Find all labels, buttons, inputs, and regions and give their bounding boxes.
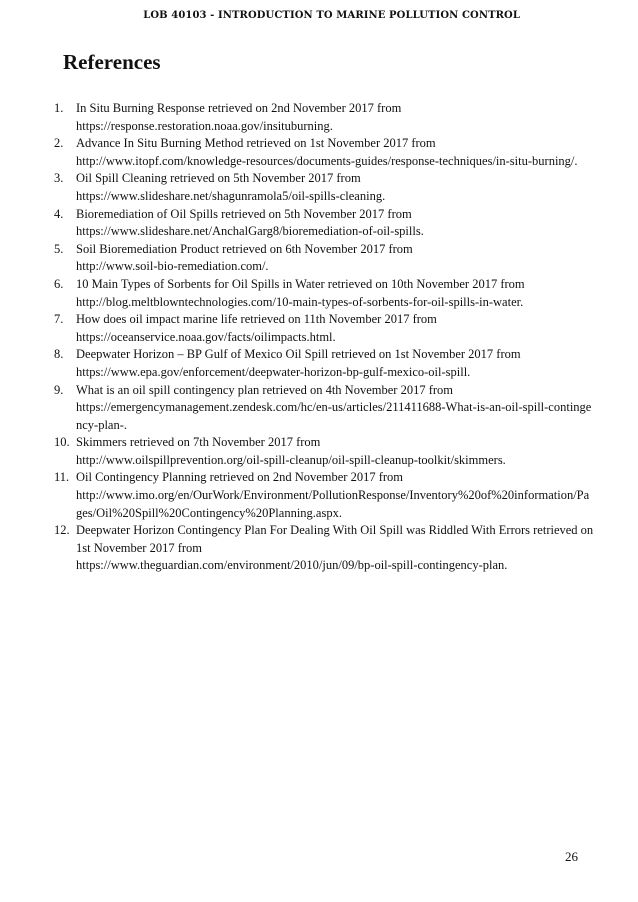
reference-number: 3. (54, 171, 64, 186)
reference-number: 1. (54, 101, 64, 115)
reference-text: Deepwater Horizon – BP Gulf of Mexico Oil Spill retrieved on 1st November 2017 from (76, 347, 521, 362)
reference-item (54, 206, 594, 241)
reference-number: 7. (54, 312, 64, 327)
reference-text: Soil Bioremediation Product retrieved on 6th November 2017 from (76, 241, 413, 256)
reference-text: Oil Spill Cleaning retrieved on 5th November 2017 from (76, 171, 361, 186)
reference-text: How does oil impact marine life retrieved on 11th November 2017 from (76, 312, 437, 327)
reference-number: 9. (54, 382, 64, 397)
reference-url: https://www.slideshare.net/shagunramola5/oil-spills-cleaning. (76, 188, 386, 203)
reference-number: 11. (54, 470, 70, 485)
running-head: LOB 40103 - INTRODUCTION TO MARINE POLLUTION CONTROL (143, 10, 520, 21)
reference-number: 8. (54, 347, 64, 362)
reference-url: http://www.imo.org/en/OurWork/Environment/PollutionResponse/Inventory%20of%20information/Pages/Oil%20Spill%20Contingency%20Planning.aspx. (76, 488, 590, 520)
reference-text: Oil Contingency Planning retrieved on 2nd November 2017 from (76, 470, 404, 485)
reference-url: http://www.soil-bio-remediation.com/. (76, 259, 269, 274)
reference-number: 12. (54, 523, 70, 538)
reference-text: 10 Main Types of Sorbents for Oil Spills in Water retrieved on 10th November 2017 from (76, 276, 525, 291)
reference-number: 5. (54, 241, 64, 256)
reference-number: 4. (54, 206, 64, 221)
reference-list (54, 100, 594, 575)
reference-url: http://blog.meltblowntechnologies.com/10-main-types-of-sorbents-for-oil-spills-in-water. (76, 294, 524, 309)
page-title: References (63, 50, 161, 74)
reference-item (54, 311, 594, 346)
reference-number: 6. (54, 276, 64, 291)
reference-url: http://www.oilspillprevention.org/oil-spill-cleanup/oil-spill-cleanup-toolkit/skimmers. (76, 452, 506, 467)
reference-text: In Situ Burning Response retrieved on 2nd November 2017 from (76, 101, 402, 115)
reference-text: Deepwater Horizon Contingency Plan For Dealing With Oil Spill was Riddled With Errors retrieved on 1st November 2017 from (76, 523, 594, 555)
reference-url: https://response.restoration.noaa.gov/insituburning. (76, 118, 333, 133)
reference-url: http://www.itopf.com/knowledge-resources/documents-guides/response-techniques/in-situ-burning/. (76, 153, 578, 168)
reference-number: 10. (54, 435, 70, 450)
reference-number: 2. (54, 136, 64, 151)
reference-url: https://www.epa.gov/enforcement/deepwater-horizon-bp-gulf-mexico-oil-spill. (76, 364, 471, 379)
reference-text: What is an oil spill contingency plan retrieved on 4th November 2017 from (76, 382, 453, 397)
reference-item (54, 276, 594, 311)
reference-item (54, 241, 594, 276)
reference-text: Skimmers retrieved on 7th November 2017 from (76, 435, 321, 450)
reference-item (54, 522, 594, 575)
reference-url: https://www.theguardian.com/environment/2010/jun/09/bp-oil-spill-contingency-plan. (76, 558, 508, 573)
reference-item (54, 346, 594, 381)
reference-url: https://www.slideshare.net/AnchalGarg8/bioremediation-of-oil-spills. (76, 224, 424, 239)
reference-url: https://oceanservice.noaa.gov/facts/oilimpacts.html. (76, 329, 336, 344)
reference-item (54, 100, 594, 135)
reference-item (54, 382, 594, 435)
reference-text: Bioremediation of Oil Spills retrieved on 5th November 2017 from (76, 206, 412, 221)
reference-item (54, 135, 594, 170)
page-number: 26 (565, 849, 578, 864)
reference-text: Advance In Situ Burning Method retrieved on 1st November 2017 from (76, 136, 436, 151)
reference-item (54, 434, 594, 469)
reference-item (54, 469, 594, 522)
reference-item (54, 170, 594, 205)
reference-url: https://emergencymanagement.zendesk.com/hc/en-us/articles/211411688-What-is-an-oil-spill-contingency-plan-. (76, 400, 592, 432)
